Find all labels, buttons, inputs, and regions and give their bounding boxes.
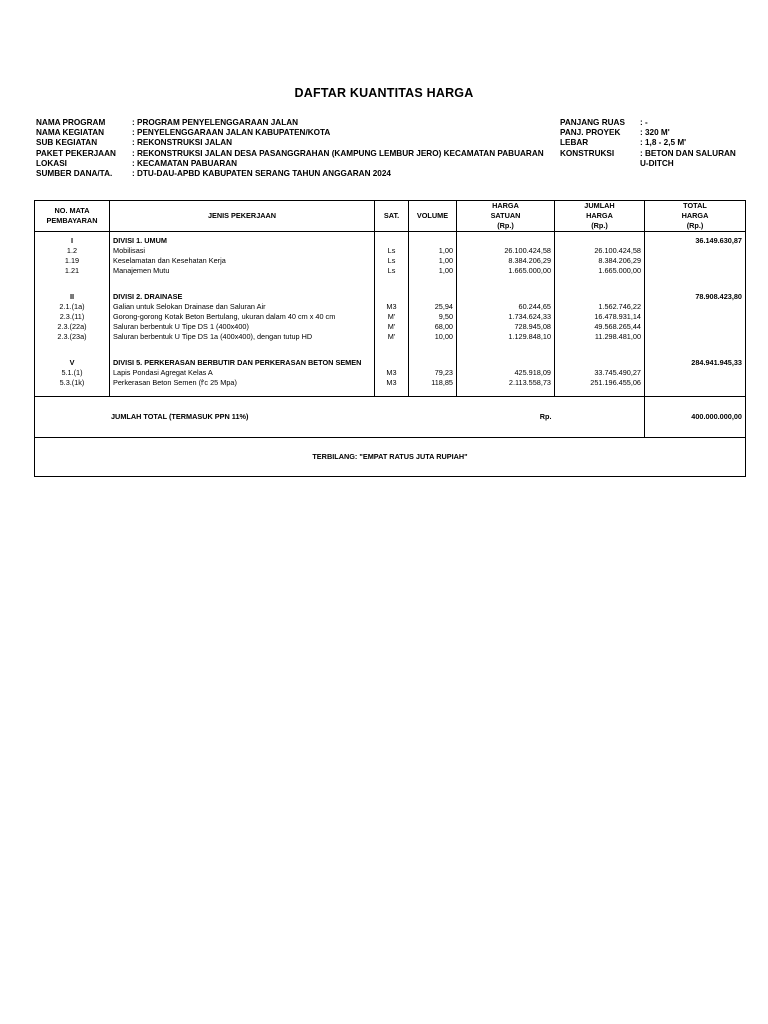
item-vol: 25,94	[409, 302, 457, 312]
item-desc: Saluran berbentuk U Tipe DS 1a (400x400), dengan tutup HD	[110, 332, 375, 342]
info-key: NAMA KEGIATAN	[36, 128, 105, 138]
item-sat: M'	[375, 332, 409, 342]
item-desc: Manajemen Mutu	[110, 266, 375, 276]
division-row	[35, 236, 746, 246]
item-sat: M'	[375, 322, 409, 332]
table-body	[35, 232, 746, 477]
item-no: 1.2	[35, 246, 110, 256]
division-name: DIVISI 2. DRAINASE	[110, 292, 375, 302]
division-total: 78.908.423,80	[645, 292, 746, 302]
item-no: 2.3.(22a)	[35, 322, 110, 332]
item-sat: M3	[375, 378, 409, 388]
division-no: I	[35, 236, 110, 246]
item-no: 2.3.(23a)	[35, 332, 110, 342]
info-value: : PENYELENGGARAAN JALAN KABUPATEN/KOTA	[132, 128, 331, 138]
info-value: : REKONSTRUKSI JALAN DESA PASANGGRAHAN (KAMPUNG LEMBUR JERO) KECAMATAN PABUARAN	[132, 148, 544, 158]
info-key: NAMA PROGRAM	[36, 118, 106, 127]
item-sat: Ls	[375, 246, 409, 256]
info-key: LOKASI	[36, 158, 67, 168]
info-value: U-DITCH	[640, 158, 674, 168]
grand-total-value: 400.000.000,00	[645, 397, 746, 438]
info-row	[36, 149, 544, 159]
table-row	[35, 312, 746, 322]
info-key: SUMBER DANA/TA.	[36, 169, 113, 179]
item-desc: Saluran berbentuk U Tipe DS 1 (400x400)	[110, 322, 375, 332]
item-desc: Gorong-gorong Kotak Beton Bertulang, ukuran dalam 40 cm x 40 cm	[110, 312, 375, 322]
item-jumlah: 26.100.424,58	[555, 246, 645, 256]
info-row	[36, 118, 544, 128]
item-harga: 8.384.206,29	[457, 256, 555, 266]
grand-total-currency: Rp.	[539, 412, 552, 421]
item-jumlah: 1.562.746,22	[555, 302, 645, 312]
info-key: KONSTRUKSI	[560, 148, 615, 158]
item-vol: 79,23	[409, 368, 457, 378]
item-harga: 26.100.424,58	[457, 246, 555, 256]
item-harga: 1.129.848,10	[457, 332, 555, 342]
division-name: DIVISI 5. PERKERASAN BERBUTIR DAN PERKERASAN BETON SEMEN	[110, 358, 375, 368]
info-key: PANJANG RUAS	[560, 118, 625, 127]
table-row	[35, 332, 746, 342]
info-key: PAKET PEKERJAAN	[36, 148, 116, 158]
item-jumlah: 11.298.481,00	[555, 332, 645, 342]
info-key: PANJ. PROYEK	[560, 128, 621, 138]
table-row	[35, 266, 746, 276]
info-row	[560, 128, 736, 138]
quantity-price-table	[34, 200, 746, 477]
item-vol: 10,00	[409, 332, 457, 342]
info-value: : -	[640, 118, 648, 127]
item-jumlah: 33.745.490,27	[555, 368, 645, 378]
info-row	[560, 149, 736, 159]
table-row	[35, 322, 746, 332]
item-harga: 1.734.624,33	[457, 312, 555, 322]
item-harga: 2.113.558,73	[457, 378, 555, 388]
item-vol: 68,00	[409, 322, 457, 332]
item-jumlah: 16.478.931,14	[555, 312, 645, 322]
info-value: : 320 M'	[640, 128, 670, 138]
project-info-right	[560, 118, 736, 169]
item-desc: Lapis Pondasi Agregat Kelas A	[110, 368, 375, 378]
terbilang-row	[35, 438, 746, 477]
item-vol: 9,50	[409, 312, 457, 322]
item-no: 2.3.(11)	[35, 312, 110, 322]
item-vol: 1,00	[409, 246, 457, 256]
item-sat: Ls	[375, 266, 409, 276]
header-jenis: JENIS PEKERJAAN	[110, 201, 375, 232]
item-no: 1.21	[35, 266, 110, 276]
header-no: NO. MATA PEMBAYARAN	[35, 201, 110, 232]
division-no: V	[35, 358, 110, 368]
header-harga: HARGA SATUAN (Rp.)	[457, 201, 555, 232]
item-vol: 1,00	[409, 266, 457, 276]
info-row	[36, 138, 544, 148]
item-vol: 118,85	[409, 378, 457, 388]
division-total: 36.149.630,87	[645, 236, 746, 246]
division-name: DIVISI 1. UMUM	[110, 236, 375, 246]
item-no: 2.1.(1a)	[35, 302, 110, 312]
item-no: 1.19	[35, 256, 110, 266]
item-sat: M3	[375, 302, 409, 312]
header-total: TOTAL HARGA (Rp.)	[645, 201, 746, 232]
header-volume: VOLUME	[409, 201, 457, 232]
info-key	[560, 159, 640, 169]
item-jumlah: 8.384.206,29	[555, 256, 645, 266]
table-row	[35, 378, 746, 388]
project-info-left	[36, 118, 544, 179]
item-jumlah: 1.665.000,00	[555, 266, 645, 276]
table-header-row	[35, 201, 746, 232]
grand-total-row	[35, 397, 746, 438]
item-harga: 728.945,08	[457, 322, 555, 332]
info-value: : KECAMATAN PABUARAN	[132, 158, 238, 168]
info-row	[560, 159, 736, 169]
division-no: II	[35, 292, 110, 302]
info-row	[560, 138, 736, 148]
terbilang-text: TERBILANG: "EMPAT RATUS JUTA RUPIAH"	[35, 438, 746, 477]
item-vol: 1,00	[409, 256, 457, 266]
table-row	[35, 368, 746, 378]
item-desc: Mobilisasi	[110, 246, 375, 256]
info-value: : 1,8 - 2,5 M'	[640, 138, 687, 148]
info-value: : PROGRAM PENYELENGGARAAN JALAN	[132, 118, 299, 127]
item-jumlah: 49.568.265,44	[555, 322, 645, 332]
item-harga: 1.665.000,00	[457, 266, 555, 276]
info-value: : REKONSTRUKSI JALAN	[132, 138, 233, 148]
info-key: SUB KEGIATAN	[36, 138, 98, 148]
info-row	[36, 169, 544, 179]
info-row	[560, 118, 736, 128]
grand-total-label: JUMLAH TOTAL (TERMASUK PPN 11%)	[111, 412, 249, 421]
division-row	[35, 358, 746, 368]
table-row	[35, 256, 746, 266]
item-desc: Galian untuk Selokan Drainase dan Saluran Air	[110, 302, 375, 312]
division-row	[35, 292, 746, 302]
table-row	[35, 246, 746, 256]
item-desc: Keselamatan dan Kesehatan Kerja	[110, 256, 375, 266]
item-desc: Perkerasan Beton Semen (f'c 25 Mpa)	[110, 378, 375, 388]
item-sat: M3	[375, 368, 409, 378]
item-jumlah: 251.196.455,06	[555, 378, 645, 388]
item-no: 5.3.(1k)	[35, 378, 110, 388]
info-row	[36, 128, 544, 138]
header-sat: SAT.	[375, 201, 409, 232]
info-value: : DTU-DAU-APBD KABUPATEN SERANG TAHUN ANGGARAN 2024	[132, 169, 391, 179]
item-sat: Ls	[375, 256, 409, 266]
item-harga: 60.244,65	[457, 302, 555, 312]
info-key: LEBAR	[560, 138, 589, 148]
division-total: 284.941.945,33	[645, 358, 746, 368]
header-jumlah: JUMLAH HARGA (Rp.)	[555, 201, 645, 232]
item-no: 5.1.(1)	[35, 368, 110, 378]
item-harga: 425.918,09	[457, 368, 555, 378]
item-sat: M'	[375, 312, 409, 322]
info-value: : BETON DAN SALURAN	[640, 148, 736, 158]
table-row	[35, 302, 746, 312]
document-title: DAFTAR KUANTITAS HARGA	[294, 86, 474, 100]
info-row	[36, 159, 544, 169]
